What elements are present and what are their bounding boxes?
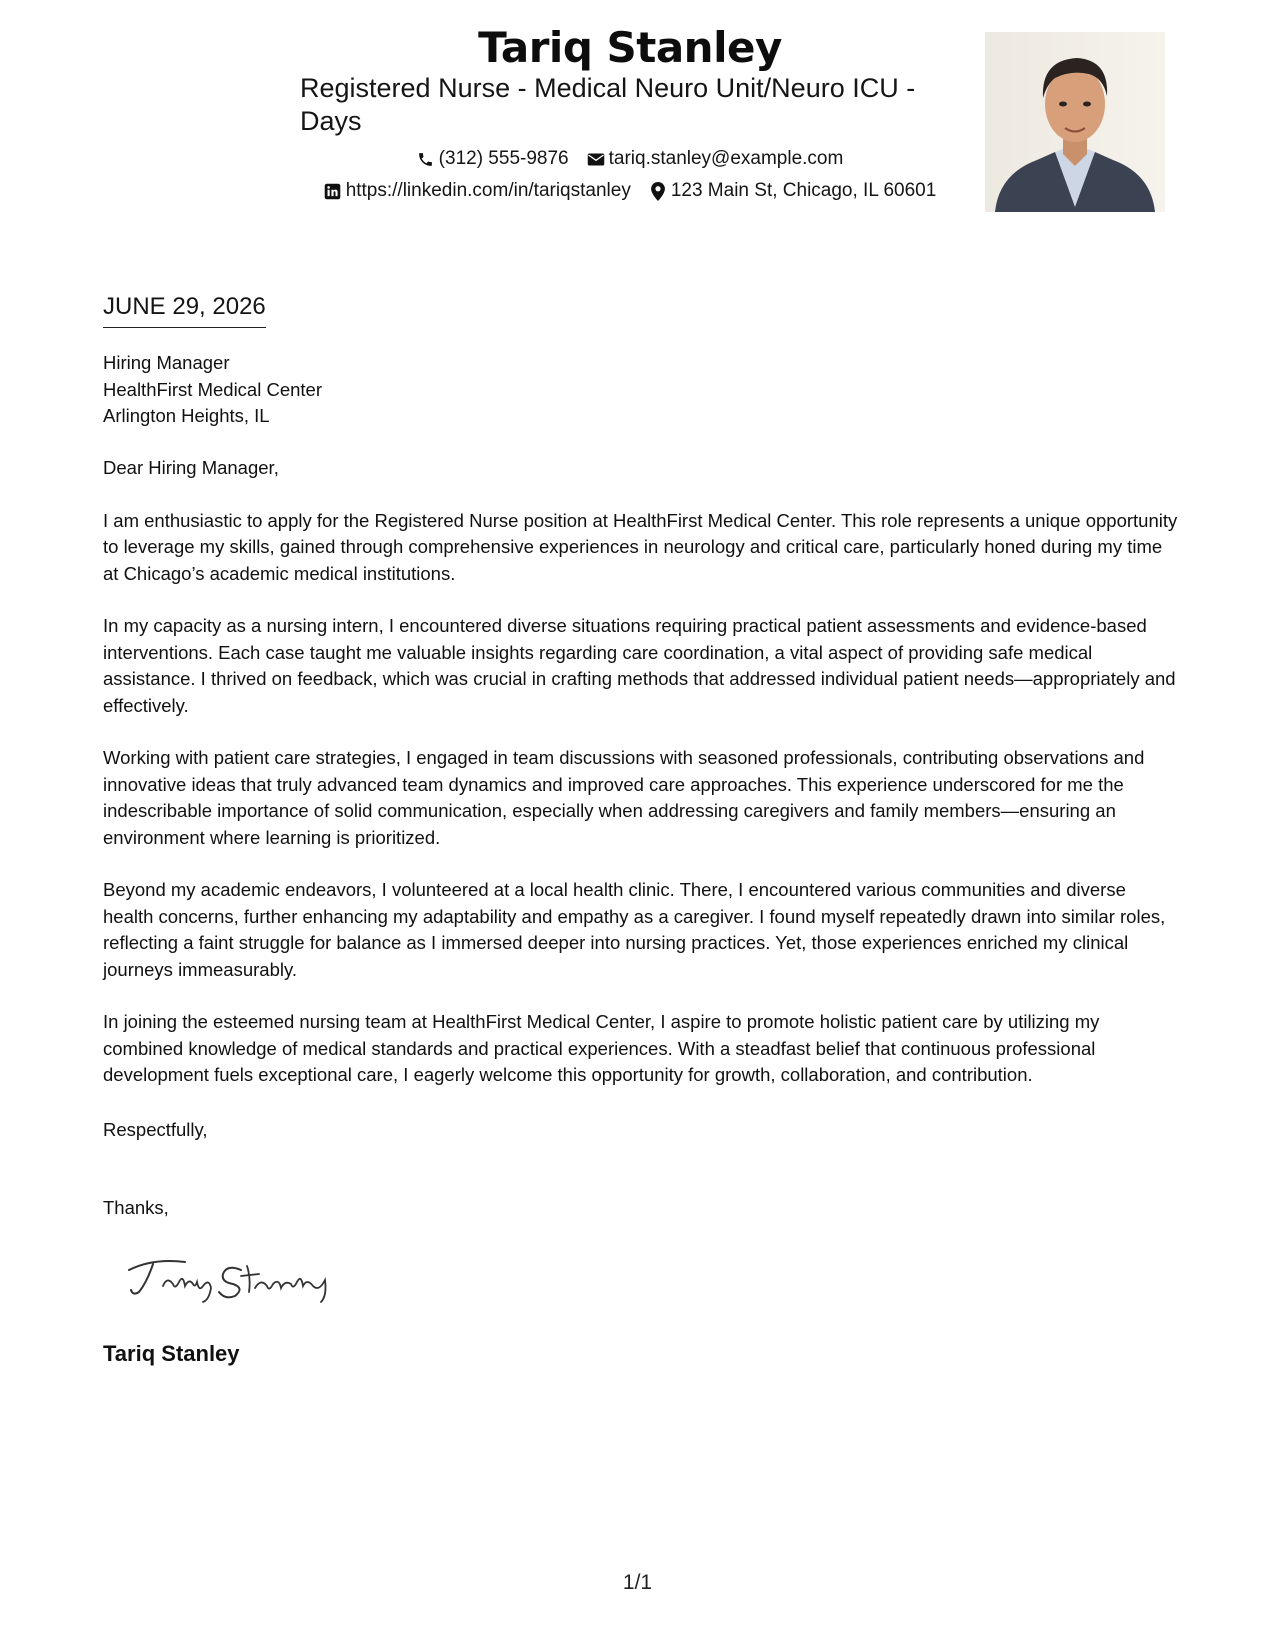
- contact-line-secondary: [300, 180, 960, 202]
- contact-email[interactable]: [587, 148, 844, 170]
- letter-date: JUNE 29, 2026: [103, 292, 266, 328]
- page-number: 1/1: [622, 1571, 653, 1594]
- address-text: 123 Main St, Chicago, IL 60601: [670, 180, 937, 201]
- phone-text: (312) 555-9876: [438, 148, 569, 169]
- salutation: Dear Hiring Manager,: [103, 457, 279, 478]
- recipient-title: Hiring Manager: [103, 352, 230, 373]
- contact-line-primary: [300, 148, 960, 170]
- body-paragraph: In my capacity as a nursing intern, I encountered diverse situations requiring practical patient assessments and evidence-based interventions. Each case taught me valuable insights regarding care coordination, a vital aspect of providing safe medical assistance. I thrived on feedback, which was crucial in crafting methods that addressed individual patient needs—appropriately and effectively.: [103, 615, 1176, 716]
- body-paragraph: Working with patient care strategies, I engaged in team discussions with seasoned professionals, contributing observations and innovative ideas that truly advanced team dynamics and improved care approaches. This experience underscored for me the indescribable importance of solid communication, especially when addressing caregivers and family members—ensuring an environment where learning is prioritized.: [103, 747, 1145, 848]
- recipient-location: Arlington Heights, IL: [103, 405, 270, 426]
- closing: Respectfully,: [103, 1119, 208, 1140]
- map-pin-icon: [649, 181, 667, 201]
- recipient-organization: HealthFirst Medical Center: [103, 378, 322, 400]
- body-paragraph: In joining the esteemed nursing team at HealthFirst Medical Center, I aspire to promote holistic patient care by utilizing my combined knowledge of medical standards and practical experiences. With a steadfast belief that continuous professional development fuels exceptional care, I eagerly welcome this opportunity for growth, collaboration, and contribution.: [103, 1011, 1100, 1085]
- thanks-line: Thanks,: [103, 1197, 169, 1218]
- profile-photo: [985, 32, 1165, 212]
- linkedin-text: https://linkedin.com/in/tariqstanley: [345, 180, 631, 201]
- linkedin-icon: [324, 181, 342, 201]
- letter-header: [0, 0, 1275, 230]
- body-paragraph: I am enthusiastic to apply for the Registered Nurse position at HealthFirst Medical Center. This role represents a unique opportunity to leverage my skills, gained through comprehensive experiences in neurology and critical care, particularly honed during my time at Chicago’s academic medical institutions.: [103, 509, 1178, 584]
- letter-body: [103, 455, 1178, 1115]
- body-paragraph: Beyond my academic endeavors, I volunteered at a local health clinic. There, I encountered various communities and diverse health concerns, further enhancing my adaptability and empathy as a caregiver. I found myself repeatedly drawn into similar roles, reflecting a faint struggle for balance as I immersed deeper into nursing practices. Yet, those experiences enriched my clinical journeys immeasurably.: [103, 879, 1166, 980]
- recipient-block: [103, 350, 322, 430]
- contact-phone: [417, 148, 569, 170]
- email-text: tariq.stanley@example.com: [608, 148, 844, 169]
- phone-icon: [417, 149, 435, 169]
- job-title: Registered Nurse - Medical Neuro Unit/Neuro ICU - Days: [300, 73, 916, 136]
- handwritten-signature: [123, 1248, 343, 1306]
- applicant-name: Tariq Stanley: [478, 23, 782, 72]
- contact-linkedin[interactable]: [324, 180, 631, 202]
- contact-address: [649, 180, 936, 202]
- signed-name: Tariq Stanley: [103, 1341, 240, 1366]
- envelope-icon: [587, 149, 605, 169]
